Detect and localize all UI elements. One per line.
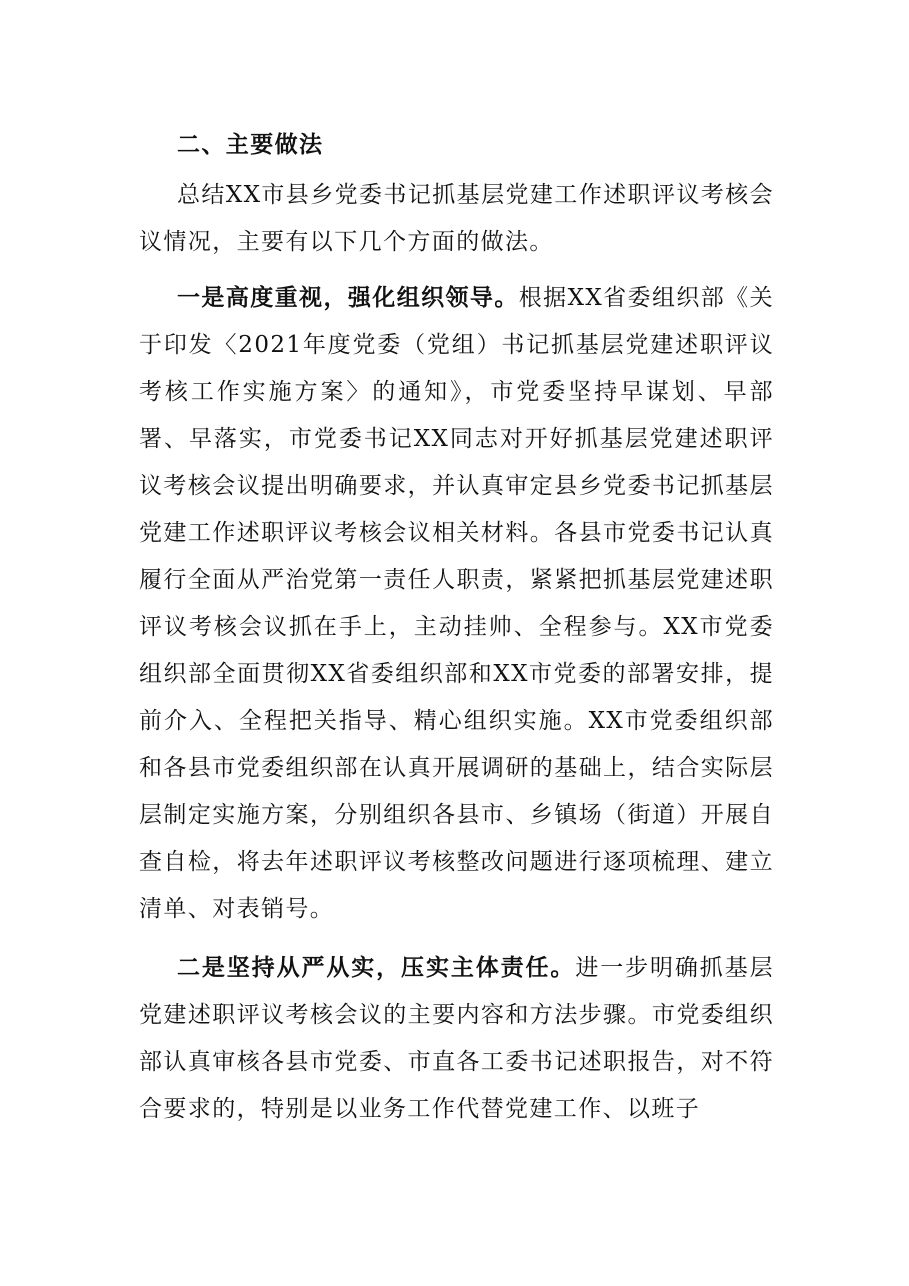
intro-text: 总结XX市县乡党委书记抓基层党建工作述职评议考核会议情况，主要有以下几个方面的做法。	[139, 182, 774, 255]
document-body	[139, 118, 774, 1133]
paragraph-1	[139, 275, 774, 933]
intro-paragraph	[139, 172, 774, 266]
paragraph-2	[139, 945, 774, 1133]
paragraph-1-lead: 一是高度重视，强化组织领导。	[177, 285, 519, 311]
paragraph-2-lead: 二是坚持从严从实，压实主体责任。	[177, 955, 576, 981]
section-heading: 二、主要做法	[177, 132, 324, 158]
paragraph-2-body: 进一步明确抓基层党建述职评议考核会议的主要内容和方法步骤。市党委组织部认真审核各县市党委、市直各工委书记述职报告，对不符合要求的，特别是以业务工作代替党建工作、以班子	[139, 955, 774, 1122]
paragraph-1-body: 根据XX省委组织部《关于印发〈2021年度党委（党组）书记抓基层党建述职评议考核工作实施方案〉的通知》，市党委坚持早谋划、早部署、早落实，市党委书记XX同志对开好抓基层党建述职评议考核会议提出明确要求，并认真审定县乡党委书记抓基层党建工作述职评议考核会议相关材料。各县市党委书记认真履行全面从严治党第一责任人职责，紧紧把抓基层党建述职评议考核会议抓在手上，主动挂帅、全程参与。XX市党委组织部全面贯彻XX省委组织部和XX市党委的部署安排，提前介入、全程把关指导、精心组织实施。XX市党委组织部和各县市党委组织部在认真开展调研的基础上，结合实际层层制定实施方案，分别组织各县市、乡镇场（街道）开展自查自检，将去年述职评议考核整改问题进行逐项梳理、建立清单、对表销号。	[139, 285, 774, 922]
